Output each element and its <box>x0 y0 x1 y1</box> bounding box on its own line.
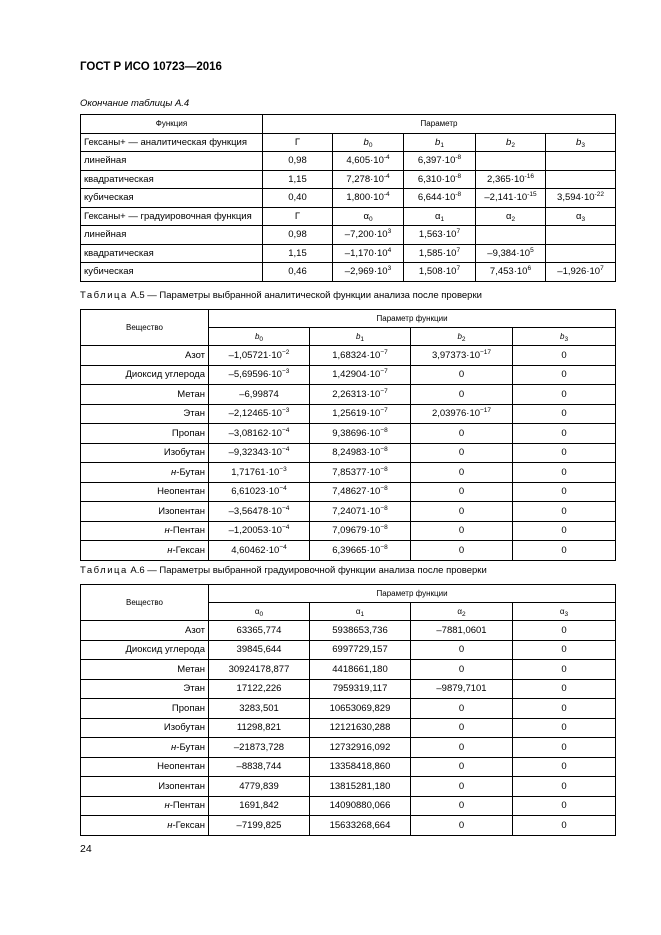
value-cell: 0 <box>411 502 513 522</box>
value-cell: 0,98 <box>263 226 333 245</box>
table-body <box>81 152 616 208</box>
value-cell <box>546 170 616 189</box>
value-cell: $7,278\cdot 10^{-4}$ <box>333 170 404 189</box>
table-row <box>81 463 616 483</box>
value-cell: 39845,644 <box>209 640 310 660</box>
table-row <box>81 699 616 719</box>
parameter-symbol: $\alpha_2$ <box>476 207 546 226</box>
parameter-symbol: $\alpha_0$ <box>209 603 310 621</box>
substance-cell: Диоксид углерода <box>81 365 209 385</box>
value-cell: 0 <box>411 541 513 561</box>
function-type-cell: кубическая <box>81 189 263 208</box>
substance-cell: Пропан <box>81 424 209 444</box>
value-cell: 0 <box>513 365 616 385</box>
table-a6 <box>80 584 616 836</box>
table-row <box>81 718 616 738</box>
value-cell: 0,40 <box>263 189 333 208</box>
value-cell: $7,85377\cdot 10^{-8}$ <box>310 463 411 483</box>
table-row <box>81 443 616 463</box>
value-cell: $6,397\cdot 10^{-8}$ <box>404 152 476 171</box>
table-row <box>81 226 616 245</box>
value-cell: 5938653,736 <box>310 621 411 641</box>
value-cell: $1,585\cdot 10^7$ <box>404 244 476 263</box>
table-row <box>81 346 616 366</box>
table-row <box>81 152 616 171</box>
value-cell: $-3,08162\cdot 10^{-4}$ <box>209 424 310 444</box>
value-cell: 0 <box>411 816 513 836</box>
table-body <box>81 226 616 282</box>
value-cell: 0 <box>411 424 513 444</box>
value-cell: $1,71761\cdot 10^{-3}$ <box>209 463 310 483</box>
header-function-parameter: Параметр функции <box>209 310 616 328</box>
value-cell: $6,39665\cdot 10^{-8}$ <box>310 541 411 561</box>
header-substance: Вещество <box>81 585 209 621</box>
value-cell: 1,15 <box>263 244 333 263</box>
table-row <box>81 263 616 282</box>
value-cell: 0 <box>513 738 616 758</box>
value-cell: 1691,842 <box>209 796 310 816</box>
parameter-symbol: $b_3$ <box>546 133 616 152</box>
table-row <box>81 521 616 541</box>
value-cell: $1,42904\cdot 10^{-7}$ <box>310 365 411 385</box>
value-cell: 0 <box>513 640 616 660</box>
value-cell: 1,15 <box>263 170 333 189</box>
table-body <box>81 621 616 836</box>
table-a6-caption <box>80 565 487 576</box>
parameter-symbol: Г <box>263 133 333 152</box>
parameter-symbol: $b_2$ <box>476 133 546 152</box>
table-a4-continuation: Окончание таблицы А.4 <box>80 98 190 109</box>
parameter-symbol: $b_3$ <box>513 328 616 346</box>
parameter-symbol: $\alpha_3$ <box>546 207 616 226</box>
value-cell: 0 <box>411 365 513 385</box>
value-cell: $1,800\cdot 10^{-4}$ <box>333 189 404 208</box>
table-row <box>81 385 616 405</box>
section-header-row <box>81 133 616 152</box>
value-cell: 0 <box>513 346 616 366</box>
substance-cell: н-Пентан <box>81 521 209 541</box>
parameter-symbol: Г <box>263 207 333 226</box>
value-cell: $2,365\cdot 10^{-16}$ <box>476 170 546 189</box>
value-cell: $-7,200\cdot 10^3$ <box>333 226 404 245</box>
substance-cell: н-Гексан <box>81 541 209 561</box>
function-type-cell: линейная <box>81 152 263 171</box>
table-row <box>81 621 616 641</box>
value-cell <box>546 152 616 171</box>
substance-cell: Метан <box>81 385 209 405</box>
substance-cell: Азот <box>81 621 209 641</box>
value-cell: 0 <box>513 424 616 444</box>
value-cell: 0 <box>513 718 616 738</box>
table-body <box>81 346 616 561</box>
table-row <box>81 541 616 561</box>
value-cell: –7199,825 <box>209 816 310 836</box>
function-type-cell: линейная <box>81 226 263 245</box>
value-cell: $2,26313\cdot 10^{-7}$ <box>310 385 411 405</box>
value-cell: 0 <box>411 699 513 719</box>
value-cell <box>546 226 616 245</box>
value-cell: 0 <box>411 757 513 777</box>
value-cell: 0 <box>513 796 616 816</box>
value-cell: 0 <box>411 521 513 541</box>
value-cell: $1,508\cdot 10^7$ <box>404 263 476 282</box>
table-row <box>81 777 616 797</box>
table-a5 <box>80 309 616 561</box>
table-row <box>81 170 616 189</box>
substance-cell: Этан <box>81 679 209 699</box>
value-cell: 0 <box>411 443 513 463</box>
value-cell: 0 <box>513 443 616 463</box>
substance-cell: Изобутан <box>81 718 209 738</box>
value-cell: 0 <box>411 718 513 738</box>
substance-cell: н-Гексан <box>81 816 209 836</box>
value-cell: 0,98 <box>263 152 333 171</box>
substance-cell: Пропан <box>81 699 209 719</box>
substance-cell: Изопентан <box>81 777 209 797</box>
value-cell: $-2,12465\cdot 10^{-3}$ <box>209 404 310 424</box>
document-title: ГОСТ Р ИСО 10723—2016 <box>80 61 222 73</box>
parameter-symbol: $b_1$ <box>310 328 411 346</box>
value-cell: –7881,0601 <box>411 621 513 641</box>
value-cell: $-2,141\cdot 10^{-15}$ <box>476 189 546 208</box>
table-row <box>81 738 616 758</box>
table-row <box>81 757 616 777</box>
value-cell: 6997729,157 <box>310 640 411 660</box>
value-cell: 0 <box>513 521 616 541</box>
value-cell: 12732916,092 <box>310 738 411 758</box>
value-cell: 7959319,117 <box>310 679 411 699</box>
function-type-cell: кубическая <box>81 263 263 282</box>
value-cell: $4,60462\cdot 10^{-4}$ <box>209 541 310 561</box>
value-cell: –8838,744 <box>209 757 310 777</box>
value-cell: $6,644\cdot 10^{-8}$ <box>404 189 476 208</box>
value-cell: 0 <box>411 738 513 758</box>
value-cell: $3,594\cdot 10^{-22}$ <box>546 189 616 208</box>
table-row <box>81 424 616 444</box>
substance-cell: Неопентан <box>81 757 209 777</box>
substance-cell: н-Бутан <box>81 463 209 483</box>
value-cell: –21873,728 <box>209 738 310 758</box>
value-cell: $7,24071\cdot 10^{-8}$ <box>310 502 411 522</box>
substance-cell: Неопентан <box>81 482 209 502</box>
value-cell: 15633268,664 <box>310 816 411 836</box>
value-cell: 17122,226 <box>209 679 310 699</box>
table-row <box>81 189 616 208</box>
value-cell: 0 <box>513 679 616 699</box>
table-row <box>81 404 616 424</box>
table-row <box>81 660 616 680</box>
value-cell: 0 <box>513 541 616 561</box>
value-cell: 13815281,180 <box>310 777 411 797</box>
value-cell: $-9,32343\cdot 10^{-4}$ <box>209 443 310 463</box>
substance-cell: Азот <box>81 346 209 366</box>
caption-text: А.6 — Параметры выбранной градуировочной функции анализа после проверки <box>127 565 487 576</box>
value-cell: 0 <box>513 502 616 522</box>
value-cell: 30924178,877 <box>209 660 310 680</box>
value-cell: 0 <box>513 699 616 719</box>
parameter-symbol: $\alpha_0$ <box>333 207 404 226</box>
value-cell: 4779,839 <box>209 777 310 797</box>
value-cell: $-1,05721\cdot 10^{-2}$ <box>209 346 310 366</box>
value-cell: 0 <box>513 816 616 836</box>
section-label: Гексаны+ — градуировочная функция <box>81 207 263 226</box>
value-cell: 63365,774 <box>209 621 310 641</box>
value-cell: 0 <box>513 660 616 680</box>
value-cell: $-2,969\cdot 10^3$ <box>333 263 404 282</box>
table-a5-caption <box>80 290 482 301</box>
value-cell: 0 <box>411 482 513 502</box>
substance-cell: Диоксид углерода <box>81 640 209 660</box>
table-row <box>81 640 616 660</box>
value-cell: 0 <box>411 463 513 483</box>
caption-prefix: Таблица <box>80 565 128 576</box>
value-cell: $7,48627\cdot 10^{-8}$ <box>310 482 411 502</box>
parameter-symbol: $\alpha_1$ <box>310 603 411 621</box>
substance-cell: н-Пентан <box>81 796 209 816</box>
parameter-symbol: $\alpha_2$ <box>411 603 513 621</box>
value-cell: $9,38696\cdot 10^{-8}$ <box>310 424 411 444</box>
value-cell: $6,61023\cdot 10^{-4}$ <box>209 482 310 502</box>
value-cell <box>476 226 546 245</box>
value-cell: $-9,384\cdot 10^5$ <box>476 244 546 263</box>
value-cell: 0 <box>513 463 616 483</box>
parameter-symbol: $\alpha_1$ <box>404 207 476 226</box>
value-cell: 0 <box>411 640 513 660</box>
value-cell: –9879,7101 <box>411 679 513 699</box>
value-cell: 12121630,288 <box>310 718 411 738</box>
value-cell: 0 <box>513 404 616 424</box>
substance-cell: Метан <box>81 660 209 680</box>
header-substance: Вещество <box>81 310 209 346</box>
header-function: Функция <box>81 115 263 134</box>
caption-text: А.5 — Параметры выбранной аналитической функции анализа после проверки <box>127 290 482 301</box>
function-type-cell: квадратическая <box>81 170 263 189</box>
value-cell: $3,97373\cdot 10^{-17}$ <box>411 346 513 366</box>
caption-prefix: Таблица <box>80 290 128 301</box>
table-row <box>81 679 616 699</box>
value-cell: $1,25619\cdot 10^{-7}$ <box>310 404 411 424</box>
value-cell <box>546 244 616 263</box>
table-row <box>81 796 616 816</box>
table-a4 <box>80 114 616 282</box>
value-cell: 3283,501 <box>209 699 310 719</box>
value-cell: $2,03976\cdot 10^{-17}$ <box>411 404 513 424</box>
value-cell: $-1,926\cdot 10^7$ <box>546 263 616 282</box>
substance-cell: Этан <box>81 404 209 424</box>
value-cell: 0 <box>411 777 513 797</box>
section-label: Гексаны+ — аналитическая функция <box>81 133 263 152</box>
value-cell: 0 <box>411 660 513 680</box>
value-cell: 0 <box>411 796 513 816</box>
header-parameter: Параметр <box>263 115 616 134</box>
parameter-symbol: $b_2$ <box>411 328 513 346</box>
table-row <box>81 816 616 836</box>
substance-cell: Изопентан <box>81 502 209 522</box>
value-cell: $7,09679\cdot 10^{-8}$ <box>310 521 411 541</box>
table-row <box>81 502 616 522</box>
value-cell: 0 <box>411 385 513 405</box>
value-cell: 0 <box>513 777 616 797</box>
value-cell: 11298,821 <box>209 718 310 738</box>
value-cell: $-5,69596\cdot 10^{-3}$ <box>209 365 310 385</box>
value-cell: 13358418,860 <box>310 757 411 777</box>
value-cell: 14090880,066 <box>310 796 411 816</box>
page-number: 24 <box>80 843 92 855</box>
value-cell: 0 <box>513 482 616 502</box>
parameter-symbol: $\alpha_3$ <box>513 603 616 621</box>
value-cell: 4418661,180 <box>310 660 411 680</box>
section-header-row <box>81 207 616 226</box>
value-cell: $7,453\cdot 10^6$ <box>476 263 546 282</box>
function-type-cell: квадратическая <box>81 244 263 263</box>
value-cell: $1,563\cdot 10^7$ <box>404 226 476 245</box>
value-cell: 0 <box>513 385 616 405</box>
value-cell: $8,24983\cdot 10^{-8}$ <box>310 443 411 463</box>
table-row <box>81 244 616 263</box>
table-row <box>81 365 616 385</box>
parameter-symbol: $b_0$ <box>209 328 310 346</box>
value-cell: $4,605\cdot 10^{-4}$ <box>333 152 404 171</box>
substance-cell: Изобутан <box>81 443 209 463</box>
value-cell <box>476 152 546 171</box>
header-function-parameter: Параметр функции <box>209 585 616 603</box>
table-row <box>81 482 616 502</box>
value-cell: $6,310\cdot 10^{-8}$ <box>404 170 476 189</box>
value-cell: 0 <box>513 757 616 777</box>
substance-cell: н-Бутан <box>81 738 209 758</box>
parameter-symbol: $b_1$ <box>404 133 476 152</box>
value-cell: 10653069,829 <box>310 699 411 719</box>
value-cell: 0 <box>513 621 616 641</box>
value-cell: $-3,56478\cdot 10^{-4}$ <box>209 502 310 522</box>
value-cell: $-1,170\cdot 10^4$ <box>333 244 404 263</box>
value-cell: –6,99874 <box>209 385 310 405</box>
parameter-symbol: $b_0$ <box>333 133 404 152</box>
value-cell: 0,46 <box>263 263 333 282</box>
value-cell: $1,68324\cdot 10^{-7}$ <box>310 346 411 366</box>
value-cell: $-1,20053\cdot 10^{-4}$ <box>209 521 310 541</box>
